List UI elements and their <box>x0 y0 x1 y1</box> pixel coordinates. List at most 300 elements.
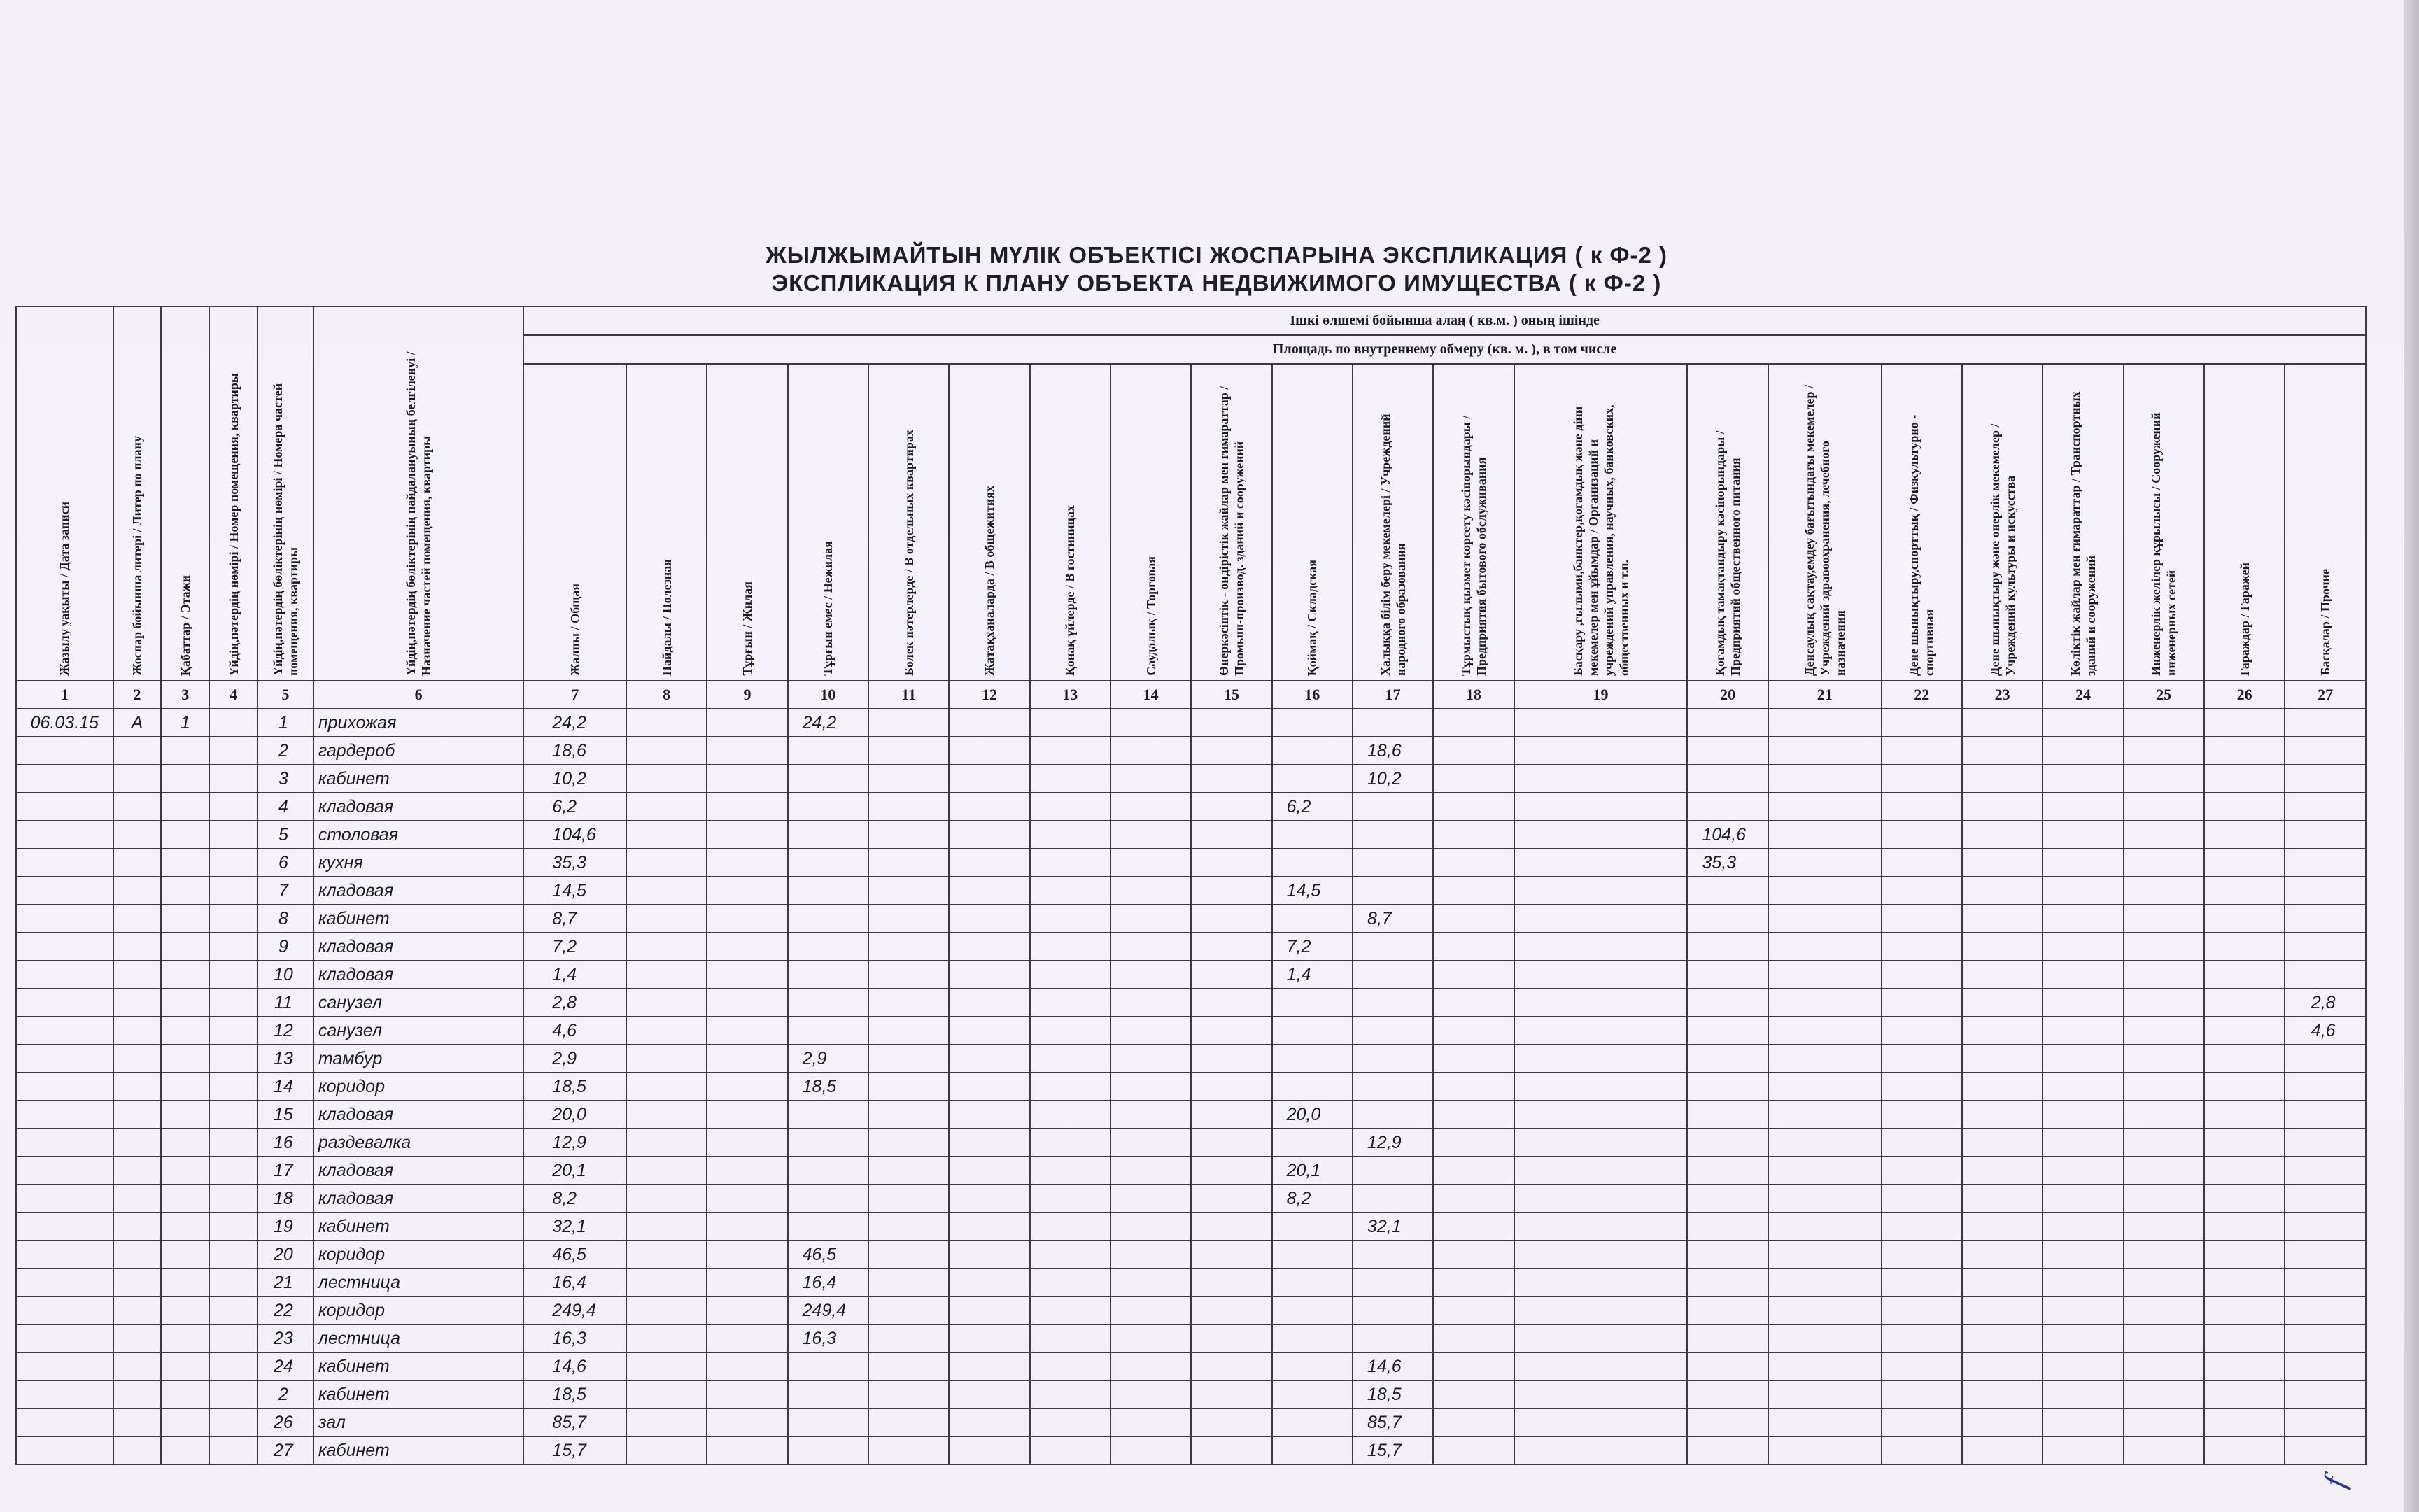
cell-sklad <box>1272 1129 1353 1157</box>
table-row <box>16 821 2366 849</box>
cell-floor <box>161 1045 209 1073</box>
cell-edu <box>1353 1157 1433 1185</box>
cell-sklad <box>1272 1213 1353 1241</box>
table-cell <box>949 1073 1029 1101</box>
table-cell <box>626 1017 707 1045</box>
table-cell <box>2124 1269 2204 1296</box>
cell-liter <box>113 1436 162 1464</box>
column-header-label: Инженерлік желілер құрылысы / Сооружений инженерных сетей <box>2149 412 2179 676</box>
table-cell <box>1191 1408 1271 1436</box>
table-cell <box>1514 1185 1688 1213</box>
table-cell <box>209 1157 258 1185</box>
table-cell <box>1433 737 1514 765</box>
table-cell <box>2124 1101 2204 1129</box>
cell-purpose: кладовая <box>313 1185 523 1213</box>
cell-part: 6 <box>258 849 313 877</box>
table-cell <box>1191 821 1271 849</box>
table-cell <box>868 793 949 821</box>
table-row <box>16 961 2366 989</box>
column-header <box>1882 364 1962 681</box>
table-row <box>16 1129 2366 1157</box>
column-header <box>523 364 626 681</box>
table-cell <box>1962 821 2043 849</box>
table-cell <box>1962 1241 2043 1269</box>
cell-purpose: санузел <box>313 1017 523 1045</box>
table-cell <box>2043 821 2123 849</box>
table-cell <box>1191 709 1271 737</box>
column-header-label: Көліктік жайлар мен ғимараттар / Транспортных зданий и сооружений <box>2068 391 2098 676</box>
column-number: 25 <box>2124 681 2204 709</box>
table-row <box>16 905 2366 933</box>
table-cell <box>1514 1352 1688 1380</box>
table-cell <box>1191 1101 1271 1129</box>
table-cell <box>868 737 949 765</box>
cell-liter <box>113 821 162 849</box>
table-cell <box>1962 1269 2043 1296</box>
cell-purpose: коридор <box>313 1073 523 1101</box>
cell-part: 5 <box>258 821 313 849</box>
cell-floor <box>161 737 209 765</box>
cell-purpose: прихожая <box>313 709 523 737</box>
table-cell <box>1110 1324 1191 1352</box>
table-cell <box>2124 933 2204 961</box>
cell-date <box>16 1129 113 1157</box>
table-cell <box>949 821 1029 849</box>
table-cell <box>209 905 258 933</box>
table-cell <box>209 709 258 737</box>
cell-food <box>1687 1269 1768 1296</box>
column-number: 22 <box>1882 681 1962 709</box>
table-cell <box>2124 1017 2204 1045</box>
cell-other <box>2285 1185 2366 1213</box>
cell-other <box>2285 1241 2366 1269</box>
cell-date <box>16 905 113 933</box>
cell-nonres <box>788 1436 868 1464</box>
table-cell <box>1514 1324 1688 1352</box>
table-cell <box>1962 1296 2043 1324</box>
table-cell <box>1768 765 1882 793</box>
column-header-label: Қоймақ / Складская <box>1305 559 1320 676</box>
title-kz: ЖЫЛЖЫМАЙТЫН МҮЛІК ОБЪЕКТІСІ ЖОСПАРЫНА ЭКСПЛИКАЦИЯ ( к Ф-2 ) <box>765 242 1668 268</box>
cell-total: 104,6 <box>523 821 626 849</box>
table-cell <box>209 1017 258 1045</box>
cell-purpose: тамбур <box>313 1045 523 1073</box>
table-cell <box>1030 961 1110 989</box>
table-cell <box>209 1352 258 1380</box>
table-cell <box>1962 1324 2043 1352</box>
table-cell <box>1110 737 1191 765</box>
cell-edu <box>1353 1185 1433 1213</box>
column-header-label: Қонақ үйлерде / В гостиницах <box>1063 504 1078 676</box>
table-cell <box>1882 1073 1962 1101</box>
cell-sklad <box>1272 765 1353 793</box>
table-cell <box>1962 877 2043 905</box>
cell-edu: 18,5 <box>1353 1380 1433 1408</box>
cell-purpose: кухня <box>313 849 523 877</box>
table-cell <box>1962 1213 2043 1241</box>
cell-part: 1 <box>258 709 313 737</box>
cell-date <box>16 793 113 821</box>
table-cell <box>1882 1324 1962 1352</box>
column-header-label: Дене шынықтыру,спорттық / Физкультурно - спортивная <box>1907 414 1937 676</box>
table-cell <box>1768 1185 1882 1213</box>
cell-edu: 12,9 <box>1353 1129 1433 1157</box>
cell-liter <box>113 1241 162 1269</box>
table-cell <box>2204 1213 2285 1241</box>
cell-food <box>1687 1296 1768 1324</box>
table-cell <box>2124 1045 2204 1073</box>
column-header-label: Дене шынықтыру және өнерлік мекемелер / Учреждений культуры и искусства <box>1987 423 2017 676</box>
cell-liter <box>113 933 162 961</box>
table-cell <box>1433 1045 1514 1073</box>
cell-other <box>2285 821 2366 849</box>
table-cell <box>949 961 1029 989</box>
table-cell <box>1030 1101 1110 1129</box>
table-cell <box>1030 1324 1110 1352</box>
table-cell <box>626 821 707 849</box>
table-cell <box>1514 1213 1688 1241</box>
cell-floor <box>161 849 209 877</box>
table-cell <box>1514 1073 1688 1101</box>
cell-nonres <box>788 1352 868 1380</box>
cell-liter <box>113 1380 162 1408</box>
table-cell <box>868 1241 949 1269</box>
cell-purpose: кладовая <box>313 877 523 905</box>
table-cell <box>626 737 707 765</box>
table-cell <box>1768 1269 1882 1296</box>
cell-liter <box>113 737 162 765</box>
cell-part: 14 <box>258 1073 313 1101</box>
column-header <box>1433 364 1514 681</box>
table-cell <box>1110 1241 1191 1269</box>
cell-date <box>16 1296 113 1324</box>
table-cell <box>1514 1101 1688 1129</box>
table-cell <box>1030 1213 1110 1241</box>
cell-other <box>2285 709 2366 737</box>
cell-edu <box>1353 821 1433 849</box>
table-cell <box>1110 1129 1191 1157</box>
table-cell <box>2043 737 2123 765</box>
table-cell <box>1433 933 1514 961</box>
table-cell <box>2043 1269 2123 1296</box>
table-cell <box>707 905 787 933</box>
table-cell <box>2204 877 2285 905</box>
cell-nonres <box>788 821 868 849</box>
cell-floor <box>161 1296 209 1324</box>
cell-food: 35,3 <box>1687 849 1768 877</box>
cell-liter <box>113 1296 162 1324</box>
table-row <box>16 793 2366 821</box>
table-cell <box>1882 1380 1962 1408</box>
table-cell <box>707 1324 787 1352</box>
table-cell <box>626 1352 707 1380</box>
table-cell <box>1433 1073 1514 1101</box>
table-cell <box>949 765 1029 793</box>
column-header-label: Денсаулық сақтау,емдеу бағытындағы мекемелер / Учреждений здравоохранения, лечебного назначения <box>1802 385 1847 676</box>
table-cell <box>1768 1129 1882 1157</box>
table-cell <box>2204 1408 2285 1436</box>
column-numbers-row <box>16 681 2366 709</box>
table-cell <box>1514 737 1688 765</box>
column-header <box>209 306 258 681</box>
table-cell <box>1514 765 1688 793</box>
table-cell <box>2043 933 2123 961</box>
cell-floor <box>161 1185 209 1213</box>
table-cell <box>707 1045 787 1073</box>
cell-date <box>16 1352 113 1380</box>
cell-total: 1,4 <box>523 961 626 989</box>
cell-part: 2 <box>258 1380 313 1408</box>
cell-food <box>1687 1101 1768 1129</box>
cell-date <box>16 1269 113 1296</box>
column-number: 13 <box>1030 681 1110 709</box>
cell-edu <box>1353 877 1433 905</box>
column-header-label: Жазылу уақыты / Дата записи <box>57 502 72 676</box>
table-cell <box>2043 1241 2123 1269</box>
cell-total: 6,2 <box>523 793 626 821</box>
table-cell <box>1110 821 1191 849</box>
table-cell <box>1768 1213 1882 1241</box>
table-cell <box>707 1241 787 1269</box>
cell-sklad <box>1272 1296 1353 1324</box>
cell-other: 4,6 <box>2285 1017 2366 1045</box>
table-cell <box>1514 821 1688 849</box>
column-number: 15 <box>1191 681 1271 709</box>
table-cell <box>2043 1436 2123 1464</box>
table-cell <box>626 1296 707 1324</box>
cell-food <box>1687 1408 1768 1436</box>
table-cell <box>707 821 787 849</box>
cell-food <box>1687 961 1768 989</box>
cell-purpose: кабинет <box>313 1380 523 1408</box>
column-number: 6 <box>313 681 523 709</box>
column-header-label: Тұрғын емес / Нежилая <box>821 541 835 676</box>
cell-sklad <box>1272 1269 1353 1296</box>
table-cell <box>1768 933 1882 961</box>
cell-purpose: кабинет <box>313 905 523 933</box>
table-cell <box>1030 933 1110 961</box>
cell-sklad <box>1272 1045 1353 1073</box>
table-row <box>16 1408 2366 1436</box>
table-cell <box>2124 1241 2204 1269</box>
table-cell <box>949 1296 1029 1324</box>
table-cell <box>2043 905 2123 933</box>
cell-sklad <box>1272 821 1353 849</box>
cell-liter: А <box>113 709 162 737</box>
cell-liter <box>113 1213 162 1241</box>
cell-edu: 85,7 <box>1353 1408 1433 1436</box>
table-cell <box>2043 1073 2123 1101</box>
cell-sklad <box>1272 1073 1353 1101</box>
table-cell <box>1191 961 1271 989</box>
table-cell <box>1433 1017 1514 1045</box>
table-cell <box>1030 905 1110 933</box>
cell-sklad <box>1272 737 1353 765</box>
table-cell <box>868 1269 949 1296</box>
cell-edu <box>1353 961 1433 989</box>
table-cell <box>209 989 258 1017</box>
cell-nonres <box>788 989 868 1017</box>
table-cell <box>1030 1185 1110 1213</box>
cell-edu: 18,6 <box>1353 737 1433 765</box>
table-cell <box>707 1352 787 1380</box>
cell-other <box>2285 1408 2366 1436</box>
table-cell <box>2043 1017 2123 1045</box>
table-cell <box>1514 1296 1688 1324</box>
cell-total: 10,2 <box>523 765 626 793</box>
table-cell <box>949 849 1029 877</box>
table-cell <box>1768 1296 1882 1324</box>
table-cell <box>1514 793 1688 821</box>
table-cell <box>1433 1296 1514 1324</box>
table-cell <box>868 1352 949 1380</box>
table-cell <box>1110 793 1191 821</box>
cell-total: 24,2 <box>523 709 626 737</box>
table-cell <box>868 765 949 793</box>
table-cell <box>949 1101 1029 1129</box>
table-cell <box>707 737 787 765</box>
cell-sklad <box>1272 1241 1353 1269</box>
table-cell <box>2124 877 2204 905</box>
table-cell <box>949 1017 1029 1045</box>
column-header <box>1353 364 1433 681</box>
table-cell <box>2204 1380 2285 1408</box>
cell-other <box>2285 1213 2366 1241</box>
cell-total: 15,7 <box>523 1436 626 1464</box>
table-cell <box>949 709 1029 737</box>
cell-floor <box>161 989 209 1017</box>
table-cell <box>707 1436 787 1464</box>
column-header <box>626 364 707 681</box>
cell-edu <box>1353 1073 1433 1101</box>
cell-part: 10 <box>258 961 313 989</box>
cell-date <box>16 1045 113 1073</box>
cell-edu: 8,7 <box>1353 905 1433 933</box>
table-cell <box>1768 877 1882 905</box>
cell-sklad <box>1272 905 1353 933</box>
table-cell <box>1882 905 1962 933</box>
cell-sklad <box>1272 1380 1353 1408</box>
cell-food <box>1687 1073 1768 1101</box>
cell-food <box>1687 1241 1768 1269</box>
cell-part: 7 <box>258 877 313 905</box>
table-cell <box>1514 849 1688 877</box>
table-cell <box>868 1185 949 1213</box>
cell-date <box>16 1017 113 1045</box>
cell-date <box>16 1101 113 1129</box>
table-cell <box>949 1324 1029 1352</box>
table-cell <box>949 1185 1029 1213</box>
table-cell <box>1433 1213 1514 1241</box>
column-number: 20 <box>1687 681 1768 709</box>
table-cell <box>626 989 707 1017</box>
table-cell <box>1433 1129 1514 1157</box>
table-cell <box>707 1185 787 1213</box>
column-number: 23 <box>1962 681 2043 709</box>
table-cell <box>1030 877 1110 905</box>
column-number: 3 <box>161 681 209 709</box>
cell-part: 22 <box>258 1296 313 1324</box>
table-cell <box>2124 905 2204 933</box>
cell-floor <box>161 1157 209 1185</box>
table-cell <box>1768 961 1882 989</box>
cell-liter <box>113 1185 162 1213</box>
column-header <box>16 306 113 681</box>
cell-other <box>2285 765 2366 793</box>
table-cell <box>209 1185 258 1213</box>
table-cell <box>626 1380 707 1408</box>
cell-date <box>16 989 113 1017</box>
table-cell <box>2204 1324 2285 1352</box>
table-cell <box>626 765 707 793</box>
table-cell <box>1433 905 1514 933</box>
table-cell <box>209 765 258 793</box>
table-cell <box>626 1241 707 1269</box>
cell-part: 27 <box>258 1436 313 1464</box>
cell-date <box>16 821 113 849</box>
table-row <box>16 933 2366 961</box>
cell-total: 14,5 <box>523 877 626 905</box>
cell-floor <box>161 765 209 793</box>
table-cell <box>707 1073 787 1101</box>
table-row <box>16 1269 2366 1296</box>
column-number: 17 <box>1353 681 1433 709</box>
table-cell <box>2204 793 2285 821</box>
table-cell <box>1433 1101 1514 1129</box>
table-cell <box>707 961 787 989</box>
table-cell <box>209 1101 258 1129</box>
cell-part: 21 <box>258 1269 313 1296</box>
cell-total: 20,1 <box>523 1157 626 1185</box>
table-cell <box>2204 709 2285 737</box>
column-number: 9 <box>707 681 787 709</box>
handwritten-mark: f <box>2315 1473 2353 1491</box>
cell-other <box>2285 849 2366 877</box>
cell-sklad <box>1272 1436 1353 1464</box>
table-cell <box>626 1101 707 1129</box>
table-cell <box>1514 905 1688 933</box>
cell-part: 2 <box>258 737 313 765</box>
table-cell <box>1962 765 2043 793</box>
column-header-label: Қоғамдық тамақтандыру кәсіпорындары / Предприятий общественного питания <box>1713 430 1743 676</box>
cell-purpose: кладовая <box>313 793 523 821</box>
cell-total: 8,2 <box>523 1185 626 1213</box>
table-cell <box>209 793 258 821</box>
table-cell <box>1768 849 1882 877</box>
cell-edu: 32,1 <box>1353 1213 1433 1241</box>
table-cell <box>1030 765 1110 793</box>
table-row <box>16 1157 2366 1185</box>
table-cell <box>1030 1017 1110 1045</box>
table-row <box>16 1213 2366 1241</box>
table-cell <box>1433 1324 1514 1352</box>
cell-sklad: 6,2 <box>1272 793 1353 821</box>
subgroup-header: Площадь по внутреннему обмеру (кв. м. ), в том числе <box>523 335 2366 364</box>
cell-other <box>2285 1380 2366 1408</box>
table-cell <box>626 1436 707 1464</box>
table-cell <box>2124 849 2204 877</box>
cell-purpose: санузел <box>313 989 523 1017</box>
table-cell <box>2204 989 2285 1017</box>
cell-date <box>16 765 113 793</box>
table-cell <box>707 849 787 877</box>
table-cell <box>1433 765 1514 793</box>
column-header <box>949 364 1029 681</box>
table-cell <box>1433 849 1514 877</box>
table-cell <box>2043 1213 2123 1241</box>
cell-edu <box>1353 1241 1433 1269</box>
cell-sklad: 7,2 <box>1272 933 1353 961</box>
